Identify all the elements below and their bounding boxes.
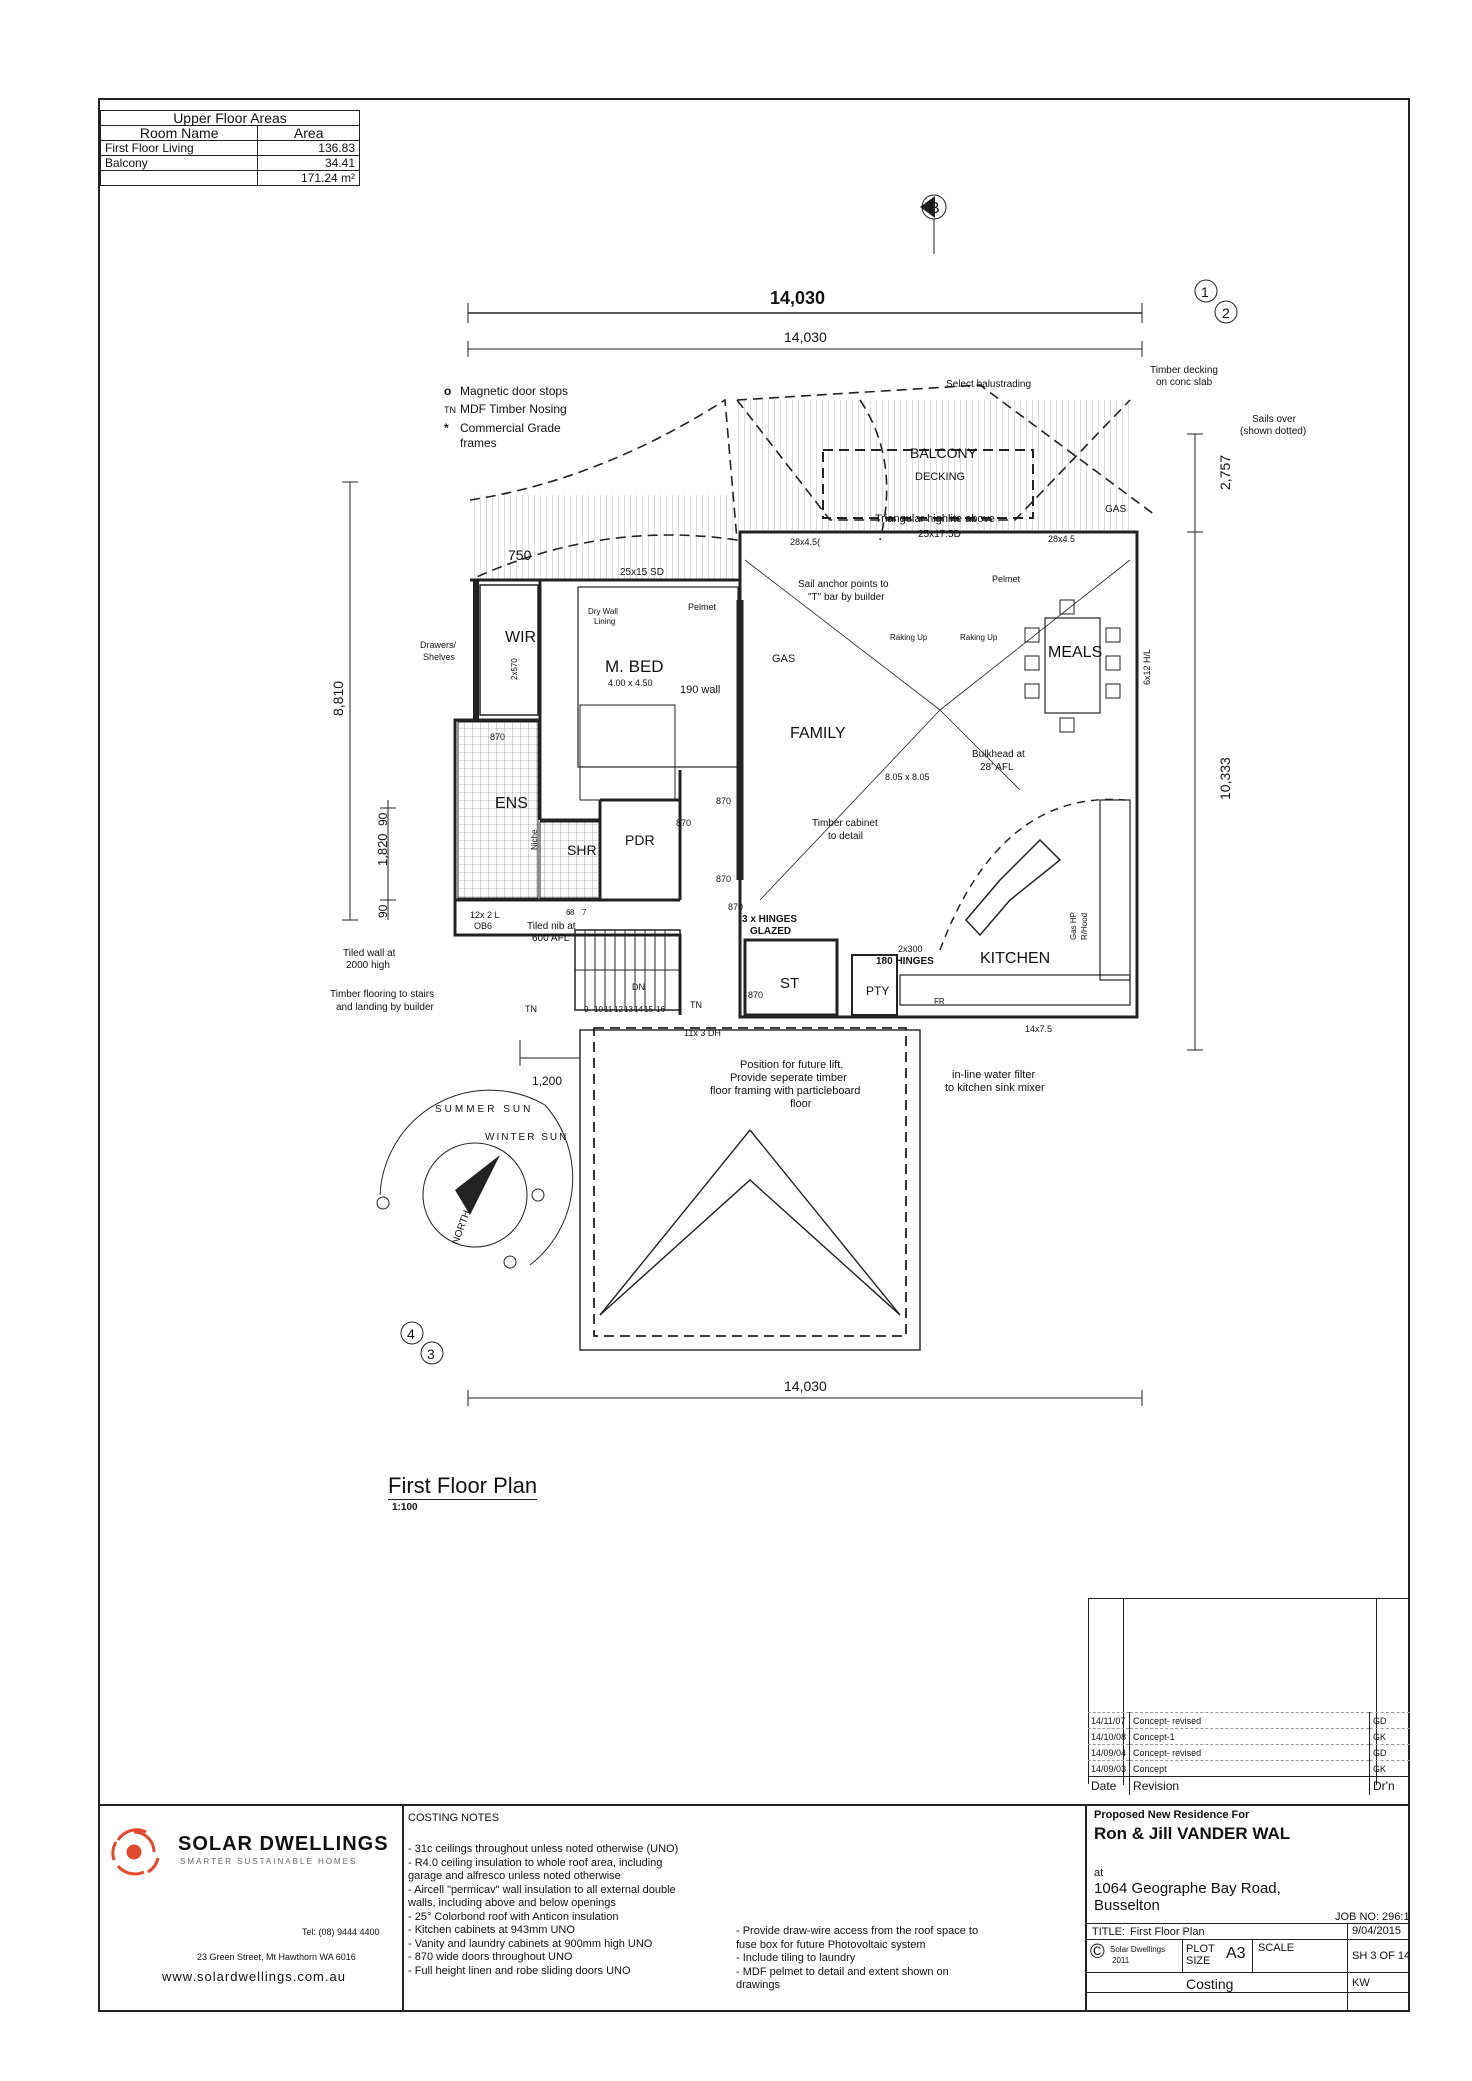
sun-logo-icon	[104, 1820, 168, 1884]
address-at: at	[1094, 1867, 1104, 1879]
note-line: drawings	[736, 1979, 781, 1991]
room-mbed-size: 4.00 x 4.50	[608, 678, 653, 688]
svg-text:2x570: 2x570	[510, 658, 519, 680]
titleblock-line	[1087, 1939, 1410, 1940]
svg-text:3 x HINGES: 3 x HINGES	[742, 914, 798, 925]
room-shr: SHR	[567, 842, 597, 858]
room-area-total: 171.24 m²	[258, 171, 360, 186]
marker-b-label: B	[929, 200, 940, 217]
svg-text:Provide seperate timber: Provide seperate timber	[730, 1072, 847, 1084]
company-address: 23 Green Street, Mt Hawthorn WA 6016	[197, 1952, 356, 1962]
svg-text:10: 10	[594, 1005, 603, 1014]
winter-sun-label: WINTER SUN	[485, 1132, 569, 1143]
svg-text:8: 8	[570, 908, 575, 917]
costing-notes-heading: COSTING NOTES	[408, 1812, 500, 1824]
svg-text:870: 870	[728, 902, 744, 912]
top-dimension-bold	[468, 288, 1142, 323]
areas-col-room: Room Name	[101, 126, 258, 141]
right-dimensions	[1187, 434, 1233, 1050]
svg-text:870: 870	[676, 818, 692, 828]
titleblock-divider	[402, 1804, 404, 2012]
room-family: FAMILY	[790, 725, 846, 742]
svg-text:2: 2	[1222, 305, 1230, 321]
room-name: Balcony	[101, 156, 258, 171]
svg-text:180 HINGES: 180 HINGES	[876, 956, 934, 967]
svg-text:14,030: 14,030	[770, 288, 826, 308]
svg-text:Drawers/: Drawers/	[420, 640, 457, 650]
section-marker-b	[920, 195, 946, 254]
drawing-date: 9/04/2015	[1352, 1925, 1401, 1937]
svg-text:Position for future lift.: Position for future lift.	[740, 1059, 844, 1071]
revision-table	[1088, 1712, 1410, 1795]
room-pty: PTY	[866, 984, 890, 998]
note-line: garage and alfresco unless noted otherwise	[408, 1870, 621, 1882]
svg-text:BALCONY: BALCONY	[910, 445, 977, 461]
titleblock-top-line	[98, 1804, 1410, 1806]
north-label: NORTH	[450, 1209, 473, 1247]
costing-notes-col2	[736, 1925, 978, 1993]
svg-text:Triangular highlite above: Triangular highlite above	[875, 513, 996, 525]
svg-text:Pelmet: Pelmet	[688, 602, 717, 612]
svg-text:to detail: to detail	[828, 831, 864, 842]
svg-text:Bulkhead at: Bulkhead at	[972, 749, 1025, 760]
svg-text:Sails over: Sails over	[1252, 414, 1296, 425]
north-arrow-icon	[455, 1155, 500, 1215]
table-row: 14/11/07 Concept- revised GD	[1088, 1713, 1410, 1729]
room-meals: MEALS	[1048, 644, 1103, 661]
svg-text:Sail anchor points to: Sail anchor points to	[798, 579, 889, 590]
table-row: 14/09/04 Concept- revised GD	[1088, 1745, 1410, 1761]
svg-text:R/Hood: R/Hood	[1080, 912, 1089, 940]
svg-text:7: 7	[582, 908, 587, 917]
scale-label: SCALE	[1258, 1942, 1295, 1954]
svg-text:Niche: Niche	[530, 829, 539, 850]
svg-text:90: 90	[376, 812, 390, 826]
copyright-icon: ©	[1090, 1941, 1105, 1963]
note-line: - MDF pelmet to detail and extent shown on	[736, 1965, 949, 1978]
svg-text:28x4.5(: 28x4.5(	[790, 537, 821, 547]
svg-text:Raking Up: Raking Up	[960, 633, 998, 642]
titleblock-line	[1087, 1992, 1410, 1993]
note-line: - 31c ceilings throughout unless noted otherwise (UNO)	[408, 1843, 679, 1855]
room-area: 136.83	[258, 141, 360, 156]
svg-text:Timber flooring to stairs: Timber flooring to stairs	[330, 989, 435, 1000]
titleblock-line	[1347, 1923, 1348, 2012]
svg-text:floor: floor	[790, 1098, 812, 1110]
svg-text:Lining: Lining	[594, 617, 616, 626]
svg-text:TN: TN	[690, 1000, 702, 1010]
svg-text:Timber cabinet: Timber cabinet	[812, 818, 878, 829]
legend-item: frames	[460, 436, 497, 450]
svg-text:16: 16	[656, 1005, 665, 1014]
drawn-by: KW	[1352, 1977, 1370, 1989]
sun-compass	[377, 1090, 573, 1268]
address-line1: 1064 Geographe Bay Road,	[1094, 1880, 1281, 1897]
svg-text:3: 3	[427, 1346, 435, 1362]
room-kitchen: KITCHEN	[980, 950, 1051, 967]
svg-text:25x15 SD: 25x15 SD	[620, 567, 664, 578]
note-line: - Include tiling to laundry	[736, 1952, 856, 1964]
areas-table-title: Upper Floor Areas	[101, 111, 360, 126]
svg-text:8,810: 8,810	[330, 680, 346, 716]
svg-text:11: 11	[604, 1005, 613, 1014]
titleblock-line	[1252, 1939, 1253, 1972]
note-line: fuse box for future Photovoltaic system	[736, 1938, 926, 1951]
note-line: walls, including above and below openings	[408, 1897, 616, 1909]
titleblock-line	[1182, 1939, 1183, 1972]
room-family-size: 8.05 x 8.05	[885, 772, 930, 782]
svg-text:floor framing with particleboa: floor framing with particleboard	[710, 1085, 861, 1097]
svg-text:13: 13	[624, 1005, 633, 1014]
svg-text:870: 870	[716, 874, 732, 884]
building-walls	[455, 532, 1137, 1017]
legend-item: o Magnetic door stops	[444, 384, 569, 398]
room-ens: ENS	[495, 795, 528, 812]
svg-text:28x4.5: 28x4.5	[1048, 534, 1076, 544]
left-dimensions	[330, 482, 396, 920]
svg-text:DECKING: DECKING	[915, 471, 966, 483]
room-wir: WIR	[505, 629, 537, 646]
legend-item: TN MDF Timber Nosing	[444, 402, 567, 416]
svg-text:Tiled wall at: Tiled wall at	[343, 948, 396, 959]
svg-text:Timber decking: Timber decking	[1150, 365, 1218, 376]
svg-text:28' AFL: 28' AFL	[980, 762, 1014, 773]
svg-text:DN: DN	[632, 982, 645, 992]
table-row: 14/10/08 Concept-1 GK	[1088, 1729, 1410, 1745]
svg-text:6: 6	[566, 908, 571, 917]
client-name: Ron & Jill VANDER WAL	[1094, 1824, 1291, 1843]
svg-text:on conc slab: on conc slab	[1156, 377, 1213, 388]
svg-text:870: 870	[716, 796, 732, 806]
svg-text:1,820: 1,820	[375, 833, 390, 866]
company-tagline: SMARTER SUSTAINABLE HOMES	[180, 1857, 358, 1866]
solar-dwellings-logo	[104, 1820, 168, 1884]
titleblock-line	[1087, 1923, 1410, 1924]
svg-text:15: 15	[644, 1005, 653, 1014]
plot-size-value: A3	[1226, 1945, 1246, 1962]
stair-step-numbers	[566, 908, 665, 1014]
job-number: JOB NO: 296:1	[1335, 1911, 1410, 1923]
svg-text:9: 9	[584, 1005, 589, 1014]
shower-tiles	[540, 822, 600, 898]
titleblock-line	[1087, 1972, 1410, 1973]
svg-text:10,333: 10,333	[1217, 757, 1233, 800]
top-dimension	[468, 329, 1142, 357]
room-st: ST	[780, 975, 800, 992]
svg-text:TN: TN	[525, 1004, 537, 1014]
svg-text:Pelmet: Pelmet	[992, 574, 1021, 584]
svg-text:190 wall: 190 wall	[680, 684, 721, 696]
dimension-1200	[520, 1040, 580, 1088]
svg-text:to kitchen sink mixer: to kitchen sink mixer	[945, 1082, 1045, 1094]
svg-text:1,200: 1,200	[532, 1074, 563, 1088]
svg-text:4: 4	[407, 1326, 415, 1342]
svg-text:600 AFL: 600 AFL	[532, 933, 570, 944]
summer-sun-label: SUMMER SUN	[435, 1104, 534, 1115]
plan-scale: 1:100	[392, 1502, 418, 1513]
address-line2: Busselton	[1094, 1897, 1160, 1914]
svg-text:Select balustrading: Select balustrading	[946, 379, 1032, 390]
titleblock-divider	[1085, 1804, 1087, 2012]
note-line: - Kitchen cabinets at 943mm UNO	[408, 1924, 575, 1936]
note-line: - Aircell "permicav" wall insulation to all external double	[408, 1883, 676, 1896]
copyright-year: 2011	[1112, 1956, 1130, 1965]
note-line: - Provide draw-wire access from the roof space to	[736, 1925, 979, 1937]
company-tel: Tel: (08) 9444 4400	[302, 1927, 380, 1937]
copyright-holder: Solar Dwellings	[1110, 1945, 1166, 1954]
svg-text:12: 12	[614, 1005, 623, 1014]
note-line: - 25° Colorbond roof with Anticon insulation	[408, 1910, 619, 1923]
svg-text:GAS: GAS	[1105, 504, 1127, 515]
svg-text:90: 90	[376, 904, 390, 918]
svg-text:870: 870	[490, 732, 506, 742]
drawing-title: First Floor Plan	[1130, 1926, 1205, 1938]
section-marker-3-4	[401, 1322, 443, 1364]
svg-text:(shown dotted): (shown dotted)	[1240, 426, 1307, 437]
svg-text:14,030: 14,030	[784, 1378, 827, 1394]
svg-text:in-line water filter: in-line water filter	[952, 1069, 1036, 1081]
svg-text:"T" bar by builder: "T" bar by builder	[808, 592, 885, 603]
proposed-label: Proposed New Residence For	[1094, 1809, 1250, 1821]
table-row: 14/09/03 Concept GK	[1088, 1761, 1410, 1777]
svg-text:Tiled nib at: Tiled nib at	[527, 921, 576, 932]
room-labels	[495, 629, 1102, 998]
sheet-number: SH 3 OF 14	[1352, 1950, 1411, 1962]
areas-col-area: Area	[258, 126, 360, 141]
svg-text:Raking Up: Raking Up	[890, 633, 928, 642]
note-line: - 870 wide doors throughout UNO	[408, 1951, 573, 1963]
note-line: - R4.0 ceiling insulation to whole roof area, including	[408, 1856, 663, 1869]
svg-text:14: 14	[634, 1005, 643, 1014]
plot-size-label: PLOT SIZE	[1186, 1943, 1215, 1967]
revision-header: Date Revision Dr'n	[1088, 1777, 1410, 1796]
svg-text:2,757: 2,757	[1217, 454, 1233, 490]
balcony-decking	[472, 400, 1130, 580]
plan-title: First Floor Plan	[388, 1473, 538, 1498]
drawing-purpose: Costing	[1186, 1976, 1234, 1992]
room-pdr: PDR	[625, 832, 655, 848]
svg-text:GAS: GAS	[772, 653, 796, 665]
svg-text:750: 750	[508, 547, 532, 563]
legend-item: * Commercial Grade	[444, 421, 561, 435]
svg-text:25x17.5D: 25x17.5D	[918, 529, 961, 540]
title-label: TITLE:	[1092, 1926, 1126, 1938]
svg-text:FR: FR	[934, 997, 945, 1006]
room-area: 34.41	[258, 156, 360, 171]
bottom-dimension	[468, 1378, 1142, 1406]
svg-text:14,030: 14,030	[784, 329, 827, 345]
svg-text:2000 high: 2000 high	[346, 960, 390, 971]
room-mbed: M. BED	[605, 657, 664, 676]
room-name: First Floor Living	[101, 141, 258, 156]
svg-text:14x7.5: 14x7.5	[1025, 1024, 1053, 1034]
svg-text:Dry Wall: Dry Wall	[588, 607, 618, 616]
svg-text:Shelves: Shelves	[423, 652, 456, 662]
svg-text:2x300: 2x300	[898, 944, 923, 954]
company-website: www.solardwellings.com.au	[162, 1969, 346, 1984]
svg-text:GLAZED: GLAZED	[750, 926, 792, 937]
svg-text:12x 2 L: 12x 2 L	[470, 910, 500, 920]
note-line: - Vanity and laundry cabinets at 900mm high UNO	[408, 1937, 653, 1950]
note-line: - Full height linen and robe sliding doors UNO	[408, 1964, 631, 1977]
svg-text:6x12 H/L: 6x12 H/L	[1142, 648, 1152, 685]
svg-text:OB6: OB6	[474, 921, 493, 931]
section-marker-1-2	[1195, 280, 1237, 323]
svg-text:and landing by builder: and landing by builder	[336, 1002, 434, 1013]
costing-notes-col1	[408, 1843, 678, 1978]
svg-text:870: 870	[748, 990, 764, 1000]
svg-text:11x 3 DH: 11x 3 DH	[684, 1028, 721, 1038]
company-name: SOLAR DWELLINGS	[178, 1833, 389, 1855]
svg-text:Gas HP: Gas HP	[1069, 911, 1078, 940]
svg-text:1: 1	[1201, 284, 1209, 300]
